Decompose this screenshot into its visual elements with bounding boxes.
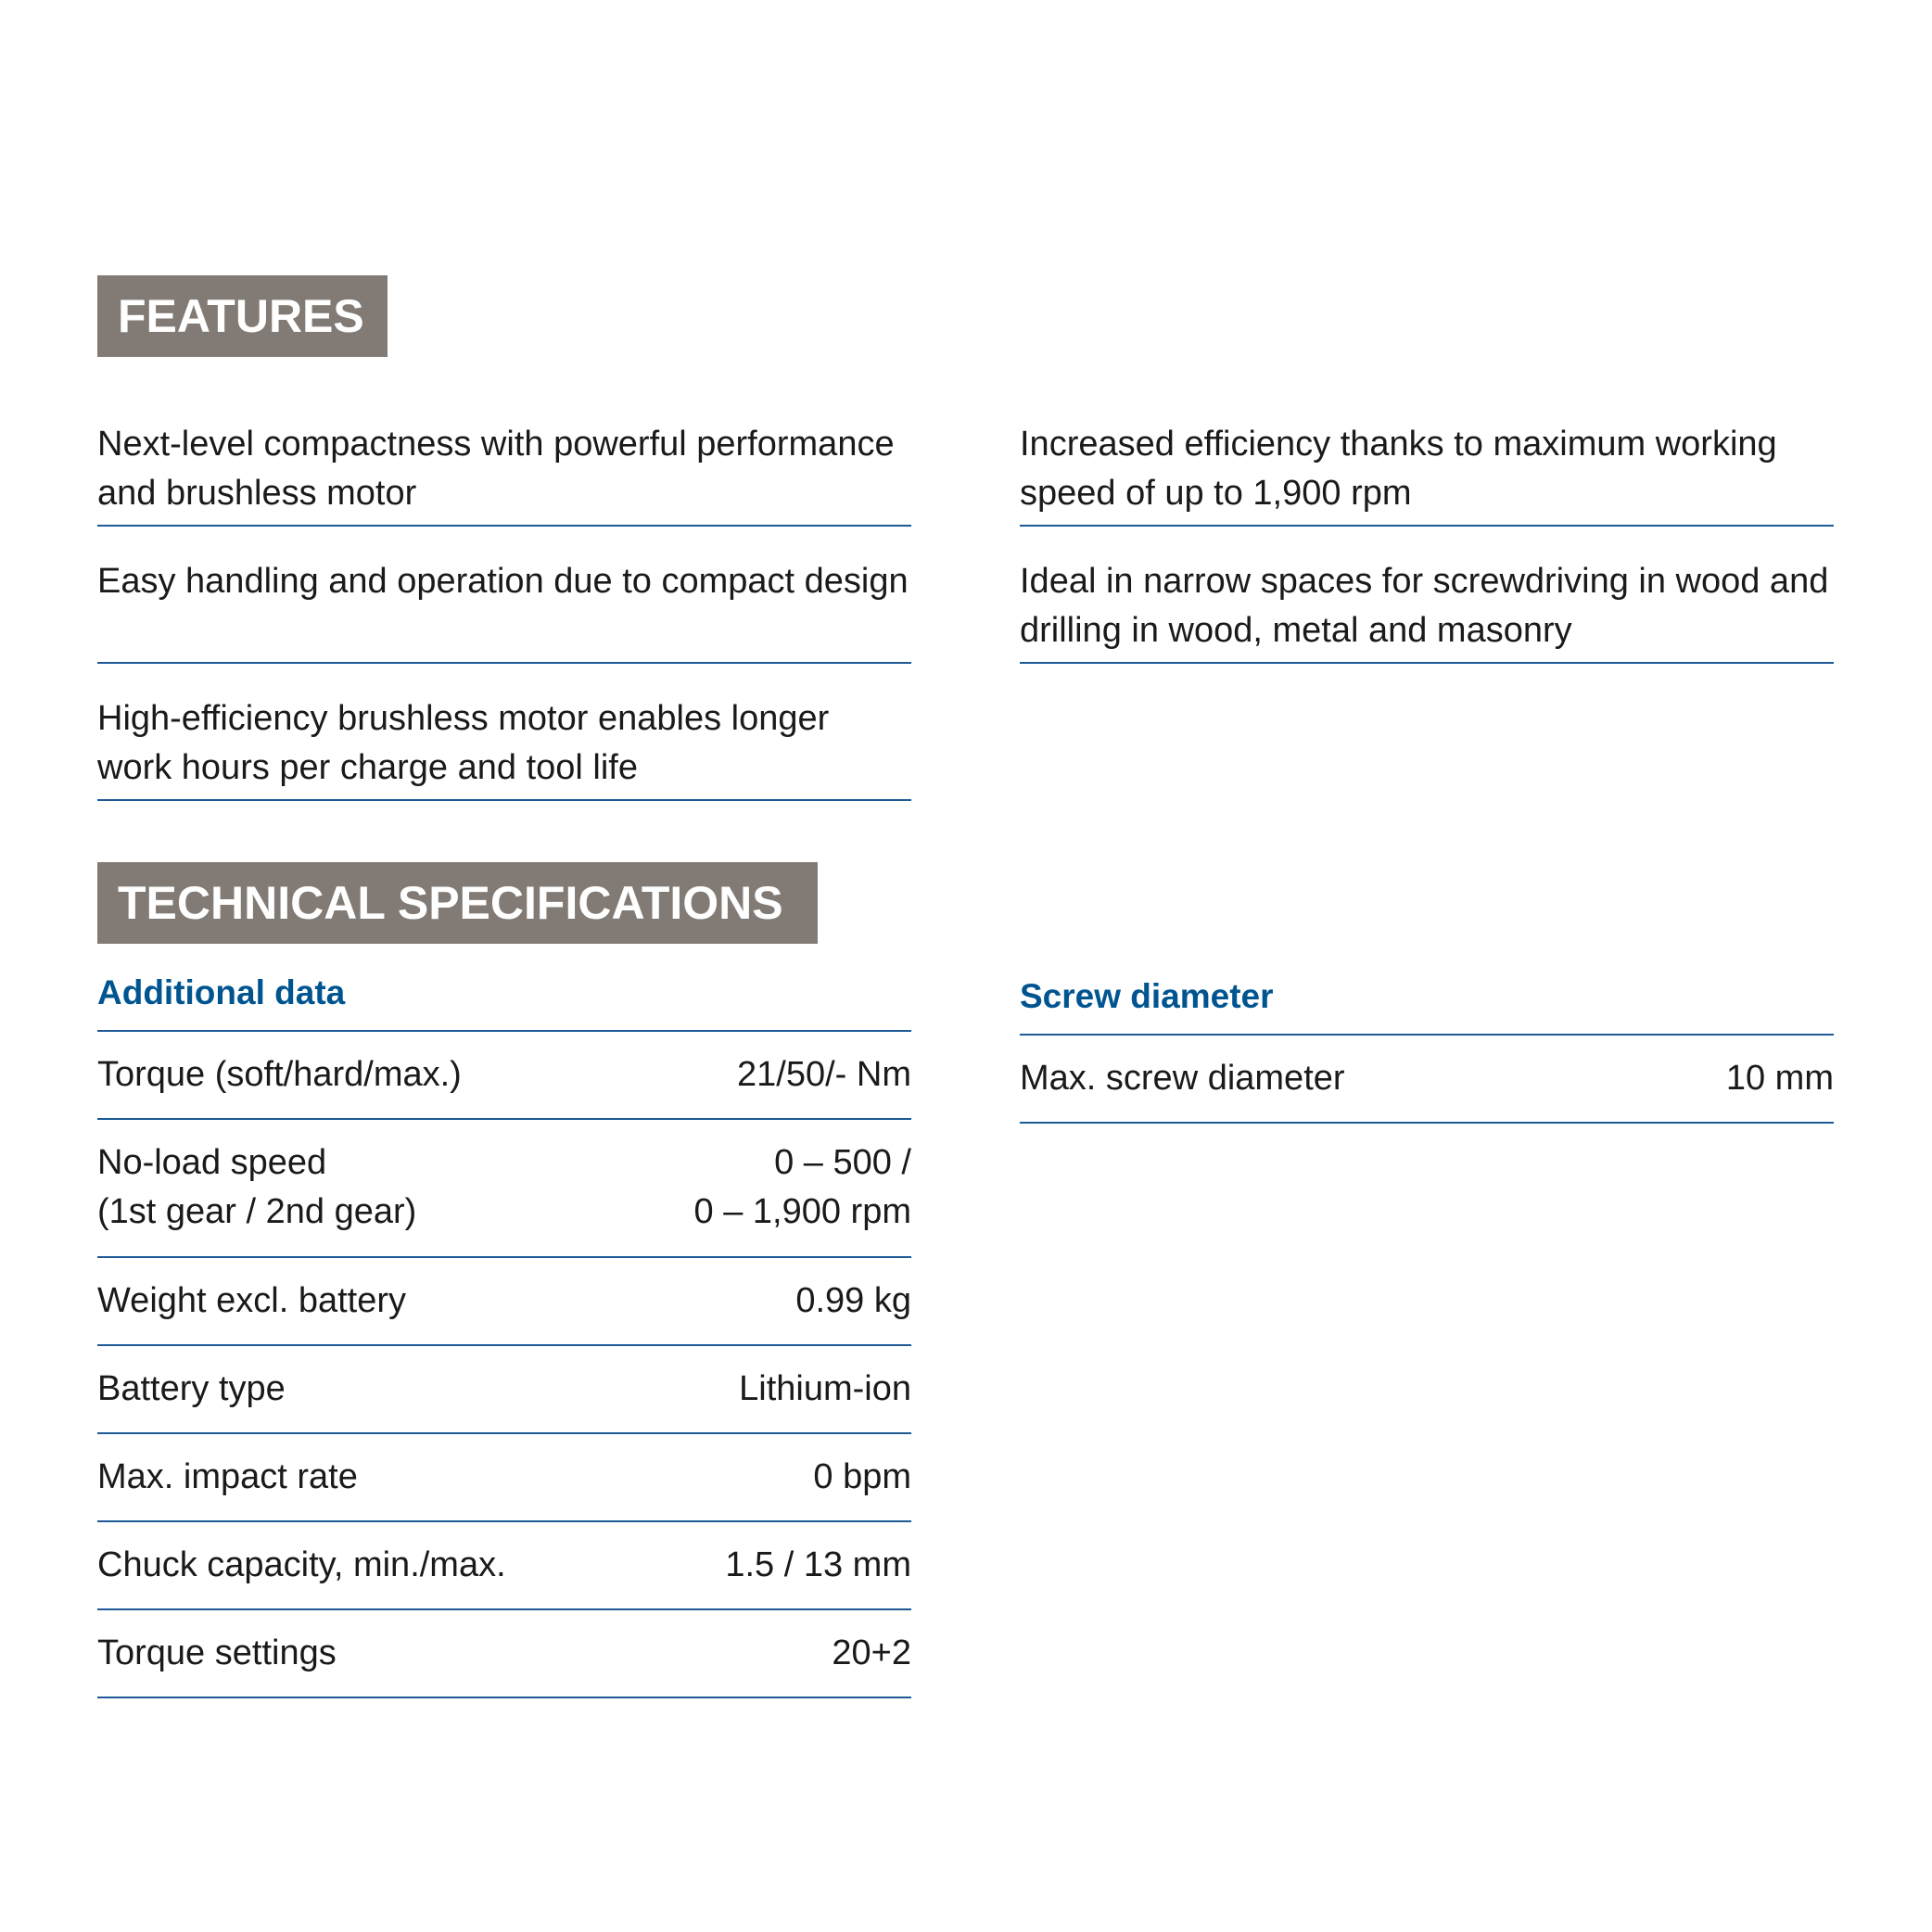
feature-item: Easy handling and operation due to compact design	[97, 527, 911, 664]
additional-data-heading: Additional data	[97, 960, 911, 1032]
spec-label: Torque (soft/hard/max.)	[97, 1055, 462, 1094]
screw-diameter-heading: Screw diameter	[1020, 964, 1834, 1036]
spec-row	[97, 1258, 911, 1346]
spec-label: Torque settings	[97, 1633, 337, 1672]
spec-label: Max. screw diameter	[1020, 1059, 1345, 1098]
spec-row	[97, 1032, 911, 1120]
feature-item: Next-level compactness with powerful performance and brushless motor	[97, 389, 911, 527]
spec-value: 10 mm	[1725, 1059, 1834, 1098]
additional-data-table	[97, 1032, 911, 1698]
spec-row	[97, 1610, 911, 1698]
spec-row	[97, 1434, 911, 1522]
spec-value: 20+2	[832, 1633, 911, 1672]
features-heading: FEATURES	[97, 275, 388, 357]
spec-label: Weight excl. battery	[97, 1281, 407, 1320]
spec-row	[97, 1522, 911, 1610]
spec-row	[97, 1346, 911, 1434]
spec-value: 1.5 / 13 mm	[725, 1545, 911, 1584]
spec-row	[1020, 1036, 1834, 1124]
spec-label: Chuck capacity, min./max.	[97, 1545, 506, 1584]
spec-label: Max. impact rate	[97, 1457, 358, 1496]
feature-item: Ideal in narrow spaces for screwdriving in wood and drilling in wood, metal and masonry	[1020, 527, 1834, 664]
feature-item: High-efficiency brushless motor enables longer work hours per charge and tool life	[97, 664, 911, 801]
spec-value: 21/50/- Nm	[737, 1055, 911, 1094]
feature-item: Increased efficiency thanks to maximum working speed of up to 1,900 rpm	[1020, 389, 1834, 527]
features-right-column	[1020, 389, 1834, 664]
spec-value: 0 bpm	[813, 1457, 911, 1496]
spec-value: 0.99 kg	[795, 1281, 911, 1320]
spec-label: Battery type	[97, 1369, 286, 1408]
technical-specifications-heading: TECHNICAL SPECIFICATIONS	[97, 862, 818, 944]
spec-row	[97, 1120, 911, 1258]
screw-diameter-table	[1020, 1036, 1834, 1124]
features-left-column	[97, 389, 911, 801]
spec-label: No-load speed (1st gear / 2nd gear)	[97, 1143, 417, 1231]
spec-value: 0 – 500 / 0 – 1,900 rpm	[693, 1143, 911, 1231]
spec-value: Lithium-ion	[739, 1369, 911, 1408]
